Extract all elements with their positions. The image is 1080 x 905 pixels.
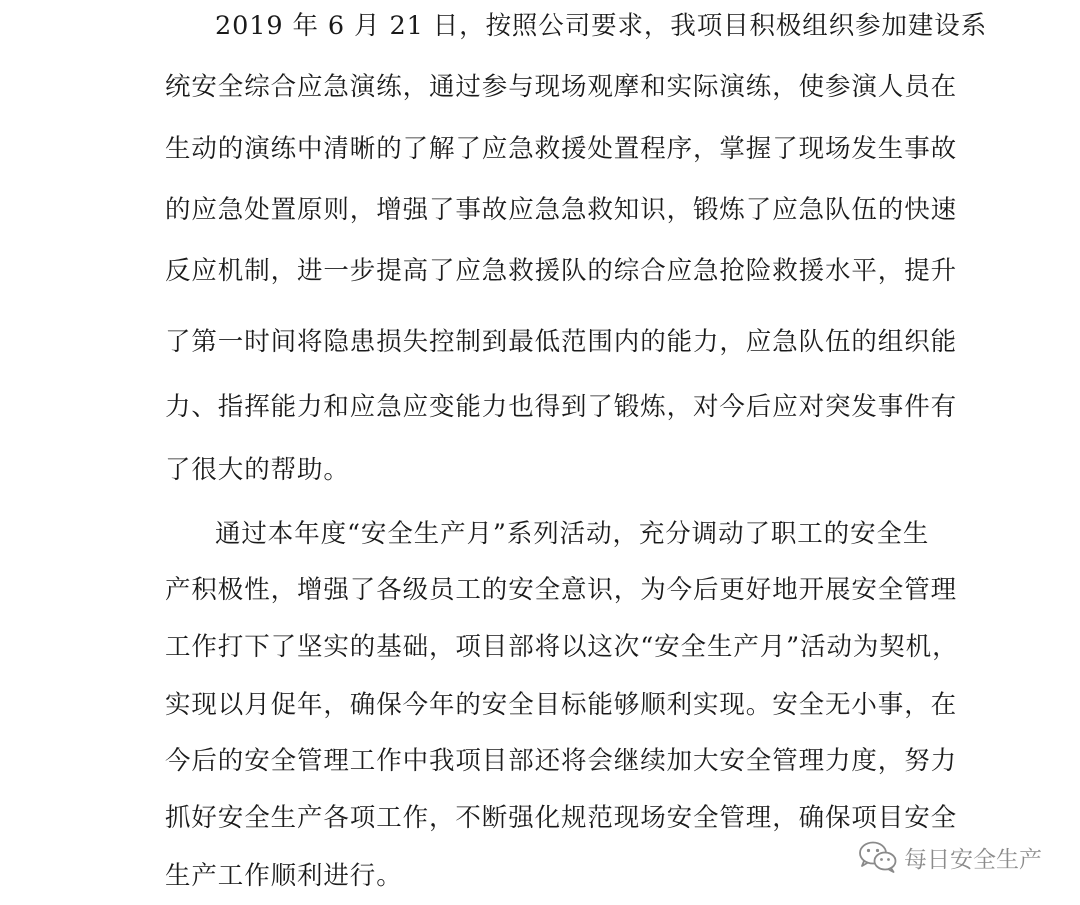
paragraph-1-line-4: 的应急处置原则，增强了事故应急急救知识，锻炼了应急队伍的快速 bbox=[165, 195, 958, 225]
paragraph-1-line-2: 统安全综合应急演练，通过参与现场观摩和实际演练，使参演人员在 bbox=[165, 72, 958, 102]
paragraph-1-line-8: 了很大的帮助。 bbox=[165, 455, 350, 485]
wechat-watermark bbox=[858, 840, 1042, 874]
paragraph-1-line-1: 2019 年 6 月 21 日，按照公司要求，我项目积极组织参加建设系 bbox=[215, 11, 988, 41]
paragraph-2-line-5: 今后的安全管理工作中我项目部还将会继续加大安全管理力度，努力 bbox=[165, 746, 958, 776]
paragraph-1-line-5: 反应机制，进一步提高了应急救援队的综合应急抢险救援水平，提升 bbox=[165, 256, 958, 286]
paragraph-2-line-3: 工作打下了坚实的基础，项目部将以这次“安全生产月”活动为契机， bbox=[165, 632, 959, 662]
paragraph-1-line-3: 生动的演练中清晰的了解了应急救援处置程序，掌握了现场发生事故 bbox=[165, 134, 958, 164]
paragraph-1-line-6: 了第一时间将隐患损失控制到最低范围内的能力，应急队伍的组织能 bbox=[165, 327, 958, 357]
watermark-text: 每日安全生产 bbox=[904, 846, 1042, 873]
paragraph-2-line-4: 实现以月促年，确保今年的安全目标能够顺利实现。安全无小事，在 bbox=[165, 690, 958, 720]
paragraph-2-line-7: 生产工作顺利进行。 bbox=[165, 861, 403, 891]
paragraph-1-line-7: 力、指挥能力和应急应变能力也得到了锻炼，对今后应对突发事件有 bbox=[165, 392, 958, 422]
paragraph-2-line-1: 通过本年度“安全生产月”系列活动，充分调动了职工的安全生 bbox=[215, 519, 930, 549]
paragraph-2-line-2: 产积极性，增强了各级员工的安全意识，为今后更好地开展安全管理 bbox=[165, 575, 958, 605]
paragraph-2-line-6: 抓好安全生产各项工作，不断强化规范现场安全管理，确保项目安全 bbox=[165, 803, 958, 833]
wechat-icon bbox=[858, 840, 898, 874]
